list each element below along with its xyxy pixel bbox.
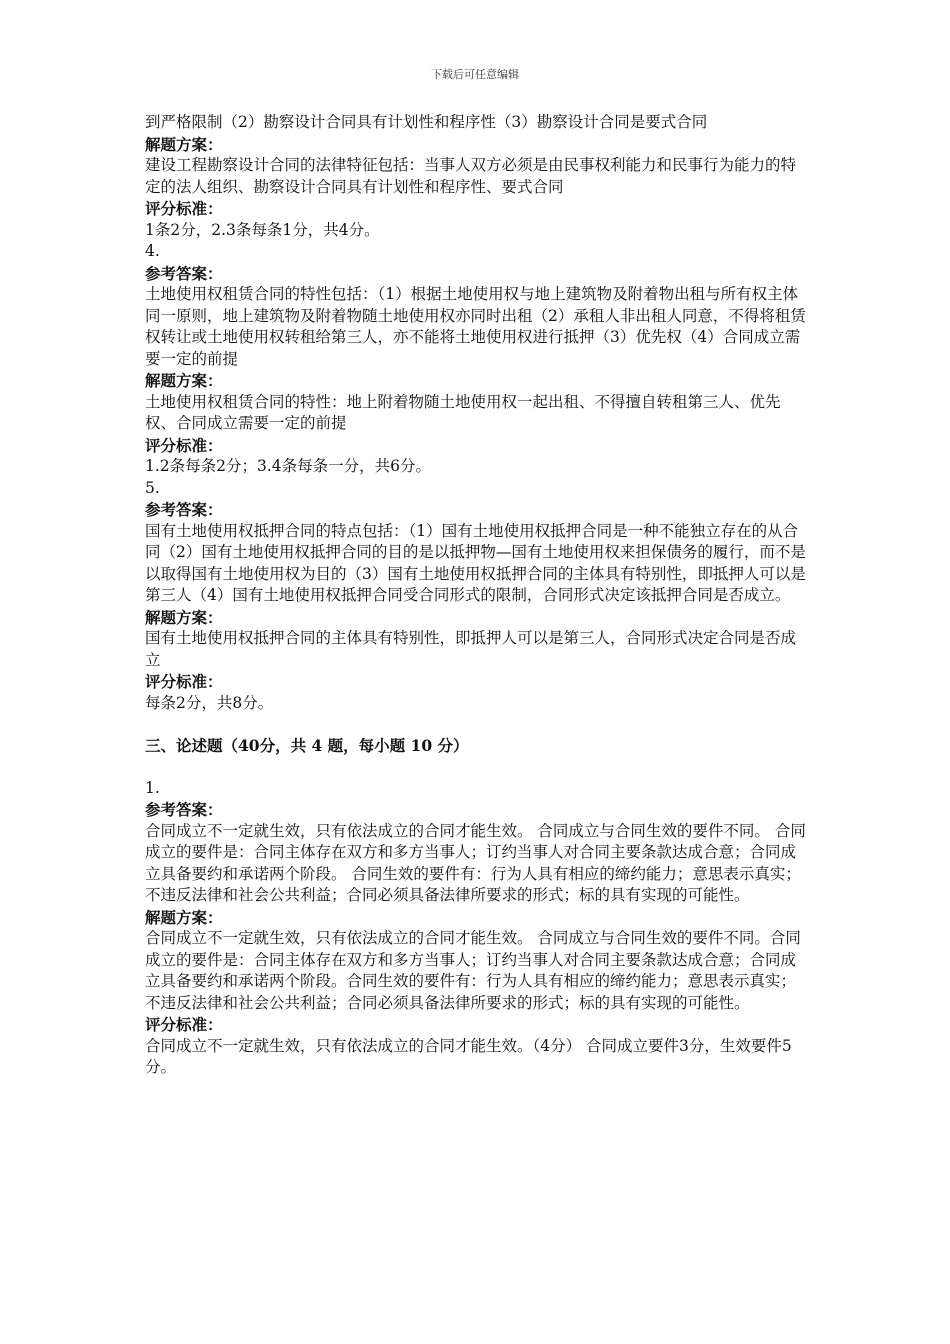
body-paragraph: 每条2分，共8分。 <box>145 693 274 712</box>
body-paragraph: 国有土地使用权抵押合同的主体具有特别性，即抵押人可以是第三人，合同形式决定合同是否成立 <box>145 629 797 669</box>
answer-label: 解题方案： <box>145 134 223 154</box>
body-paragraph: 1. <box>145 778 160 797</box>
body-paragraph: 合同成立不一定就生效，只有依法成立的合同才能生效。（4分） 合同成立要件3分，生效要件5分。 <box>145 1036 792 1076</box>
answer-label: 评分标准： <box>145 435 223 455</box>
body-paragraph: 到严格限制（2）勘察设计合同具有计划性和程序性（3）勘察设计合同是要式合同 <box>145 113 708 131</box>
answer-label: 解题方案： <box>145 607 223 627</box>
body-paragraph: 建设工程勘察设计合同的法律特征包括：当事人双方必须是由民事权利能力和民事行为能力的特定的法人组织、勘察设计合同具有计划性和程序性、要式合同 <box>145 156 797 196</box>
answer-label: 解题方案： <box>145 371 223 390</box>
body-paragraph: 合同成立不一定就生效，只有依法成立的合同才能生效。 合同成立与合同生效的要件不同。 合同成立的要件是：合同主体存在双方和多方当事人；订约当事人对合同主要条款达成合意；合同成立具备要约和承诺两个阶段。 合同生效的要件有：行为人具有相应的缔约能力；意思表示真实；不违反法律和社会公共利益；合同必须具备法律所要求的形式；标的具有实现的可能性。 <box>145 821 806 904</box>
body-paragraph: 1条2分，2.3条每条1分，共4分。 <box>145 220 380 239</box>
answer-label: 评分标准： <box>145 199 223 218</box>
body-paragraph: 国有土地使用权抵押合同的特点包括：（1）国有土地使用权抵押合同是一种不能独立存在的从合同（2）国有土地使用权抵押合同的目的是以抵押物—国有土地使用权来担保债务的履行，而不是以取得国有土地使用权为目的（3）国有土地使用权抵押合同的主体具有特别性，即抵押人可以是第三人（4）国有土地使用权抵押合同受合同形式的限制，合同形式决定该抵押合同是否成立。 <box>145 521 806 604</box>
page-header: 下载后可任意编辑 <box>431 68 519 81</box>
body-paragraph: 土地使用权租赁合同的特性：地上附着物随土地使用权一起出租、不得擅自转租第三人、优先权、合同成立需要一定的前提 <box>145 392 781 432</box>
answer-label: 参考答案： <box>145 500 223 519</box>
body-paragraph: 4. <box>145 242 160 260</box>
answer-label: 评分标准： <box>145 1015 223 1034</box>
answer-label: 评分标准： <box>145 672 223 691</box>
body-paragraph: 1.2条每条2分；3.4条每条一分，共6分。 <box>145 457 432 475</box>
body-paragraph: 合同成立不一定就生效，只有依法成立的合同才能生效。 合同成立与合同生效的要件不同。合同成立的要件是：合同主体存在双方和多方当事人；订约当事人对合同主要条款达成合意；合同成立具备要约和承诺两个阶段。合同生效的要件有：行为人具有相应的缔约能力；意思表示真实；不违反法律和社会公共利益；合同必须具备法律所要求的形式；标的具有实现的可能性。 <box>145 929 801 1012</box>
body-paragraph: 土地使用权租赁合同的特性包括：（1）根据土地使用权与地上建筑物及附着物出租与所有权主体同一原则，地上建筑物及附着物随土地使用权亦同时出租（2）承租人非出租人同意，不得将租赁权转让或土地使用权转租给第三人，亦不能将土地使用权进行抵押（3）优先权（4）合同成立需要一定的前提 <box>145 285 806 368</box>
body-paragraph: 5. <box>145 478 160 497</box>
answer-label: 解题方案： <box>145 907 223 927</box>
section-heading: 三、论述题（40分，共 4 题，每小题 10 分） <box>145 736 469 755</box>
answer-label: 参考答案： <box>145 263 223 283</box>
answer-label: 参考答案： <box>145 800 223 819</box>
document-body <box>145 112 810 1079</box>
